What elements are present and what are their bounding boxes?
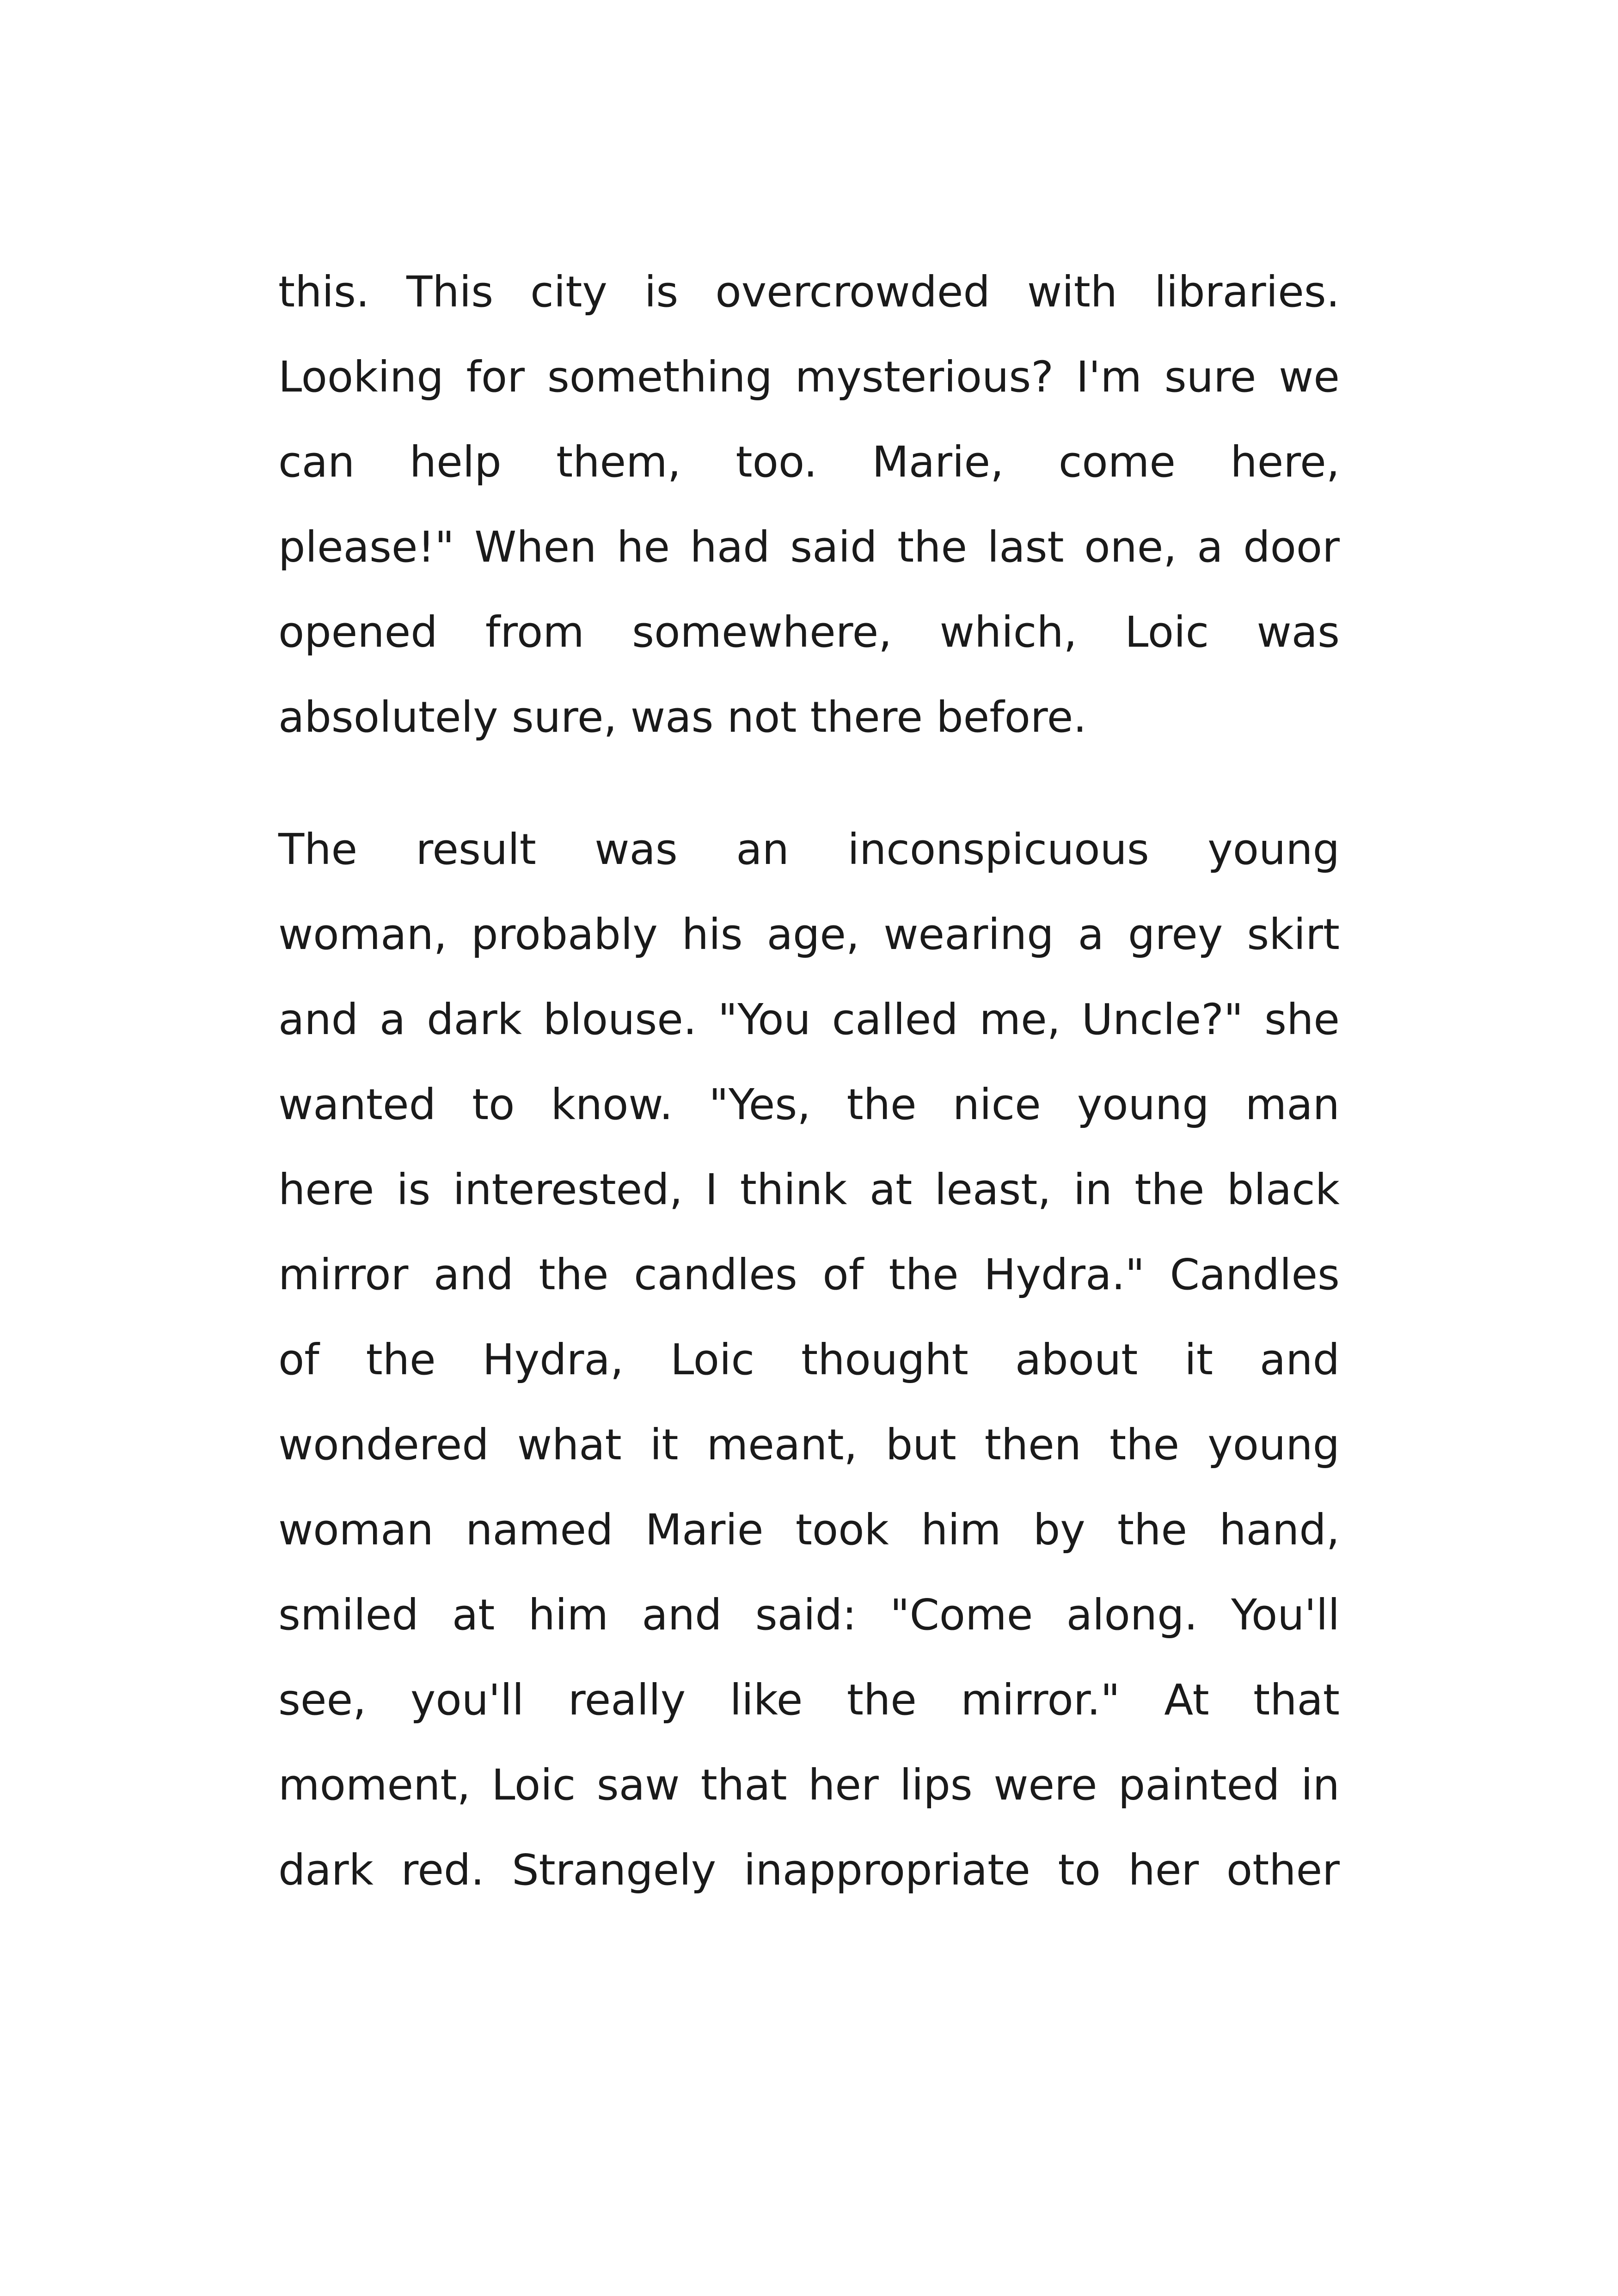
text-line: smiled at him and said: "Come along. You'll bbox=[278, 1590, 1340, 1640]
text-line: here is interested, I think at least, in the black bbox=[278, 1165, 1340, 1214]
text-line: see, you'll really like the mirror." At that bbox=[278, 1675, 1340, 1725]
text-line: this. This city is overcrowded with libraries. bbox=[278, 267, 1340, 317]
body-text bbox=[278, 250, 1340, 1913]
text-line: wanted to know. "Yes, the nice young man bbox=[278, 1080, 1340, 1129]
paragraph-2 bbox=[278, 807, 1340, 1913]
text-line: woman named Marie took him by the hand, bbox=[278, 1505, 1340, 1555]
text-line: of the Hydra, Loic thought about it and bbox=[278, 1335, 1340, 1384]
text-line: and a dark blouse. "You called me, Uncle?" she bbox=[278, 995, 1340, 1044]
text-line: woman, probably his age, wearing a grey skirt bbox=[278, 910, 1340, 959]
text-line: dark red. Strangely inappropriate to her other bbox=[278, 1845, 1340, 1895]
text-line: can help them, too. Marie, come here, bbox=[278, 437, 1340, 487]
text-line: absolutely sure, was not there before. bbox=[278, 692, 1087, 742]
paragraph-spacer bbox=[278, 760, 1340, 807]
text-line: moment, Loic saw that her lips were painted in bbox=[278, 1760, 1340, 1810]
text-line: please!" When he had said the last one, a door bbox=[278, 522, 1340, 572]
paragraph-1 bbox=[278, 250, 1340, 760]
text-line: mirror and the candles of the Hydra." Candles bbox=[278, 1250, 1340, 1299]
text-line: Looking for something mysterious? I'm sure we bbox=[278, 352, 1340, 402]
text-line: opened from somewhere, which, Loic was bbox=[278, 607, 1340, 657]
text-line: The result was an inconspicuous young bbox=[278, 825, 1340, 874]
text-line: wondered what it meant, but then the young bbox=[278, 1420, 1340, 1469]
